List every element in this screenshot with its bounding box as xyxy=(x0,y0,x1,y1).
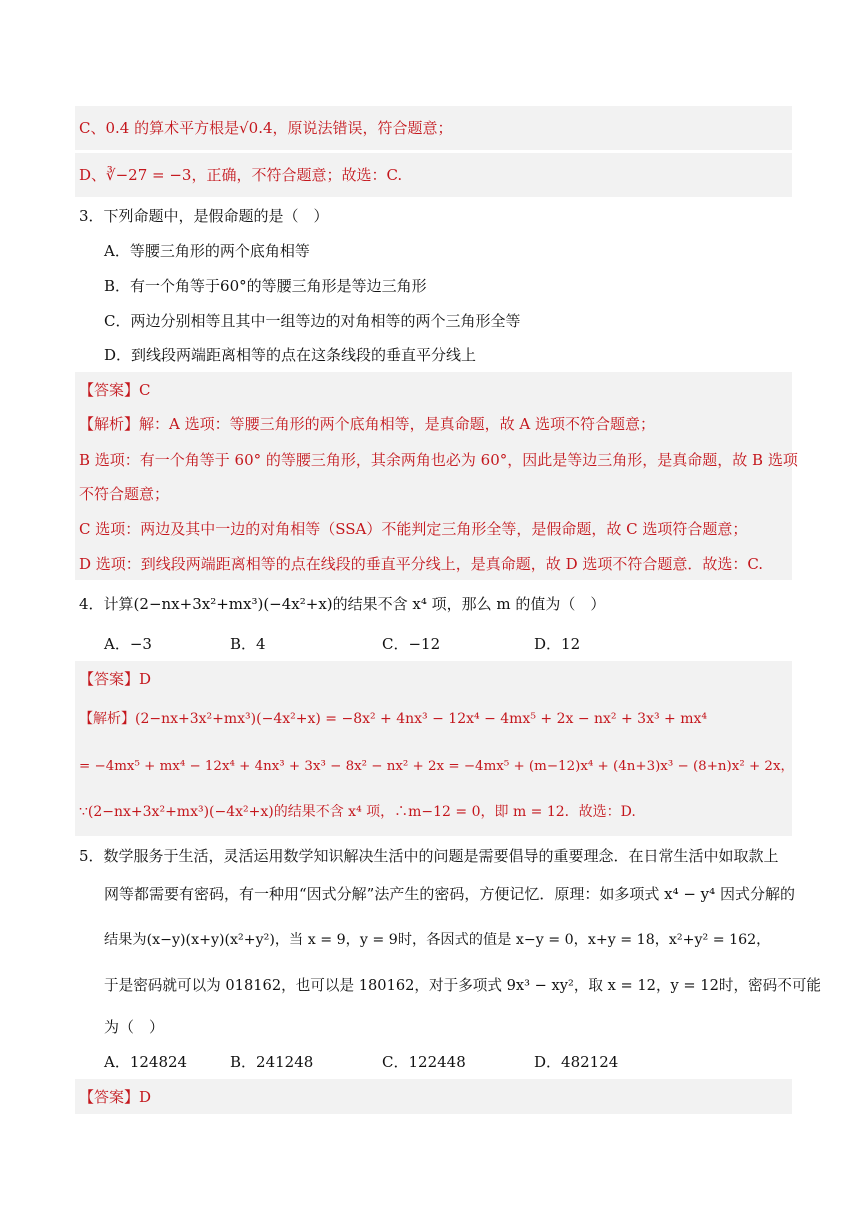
question-5-option-c: C．122448 xyxy=(382,1053,466,1071)
question-5-option-b: B．241248 xyxy=(230,1053,314,1071)
question-5-stem-line: 于是密码就可以为 018162，也可以是 180162，对于多项式 9x³ − xy²，取 x = 12，y = 12时，密码不可能 xyxy=(104,977,822,994)
question-4-analysis-line: ∵(2−nx+3x²+mx³)(−4x²+x)的结果不含 x⁴ 项，∴m−12 = 0，即 m = 12．故选：D. xyxy=(79,804,636,820)
question-5-stem-line: 结果为(x−y)(x+y)(x²+y²)，当 x = 9，y = 9时，各因式的值是 x−y = 0，x+y = 18，x²+y² = 162， xyxy=(104,932,771,948)
question-5-stem-line: 5．数学服务于生活，灵活运用数学知识解决生活中的问题是需要倡导的重要理念．在日常生活中如取款上 xyxy=(79,847,779,865)
question-5-answer: 【答案】D xyxy=(79,1088,152,1106)
question-3-analysis-line: C 选项：两边及其中一边的对角相等（SSA）不能判定三角形全等，是假命题，故 C 选项符合题意； xyxy=(79,520,748,538)
question-4-answer: 【答案】D xyxy=(79,670,152,688)
question-5-option-a: A．124824 xyxy=(104,1053,188,1071)
answer-block xyxy=(75,1079,792,1114)
question-4-stem: 4．计算(2−nx+3x²+mx³)(−4x²+x)的结果不含 x⁴ 项，那么 m 的值为（ ） xyxy=(79,595,606,613)
question-5-stem-line: 为（ ） xyxy=(104,1018,165,1036)
question-3-option-c: C．两边分别相等且其中一组等边的对角相等的两个三角形全等 xyxy=(104,312,521,330)
question-4-option-c: C．−12 xyxy=(382,635,441,653)
question-3-option-d: D．到线段两端距离相等的点在这条线段的垂直平分线上 xyxy=(104,346,477,364)
question-4-option-b: B．4 xyxy=(230,635,266,653)
question-3-analysis-line: D 选项：到线段两端距离相等的点在线段的垂直平分线上，是真命题，故 D 选项不符合题意．故选：C. xyxy=(79,555,764,573)
question-3-answer: 【答案】C xyxy=(79,381,151,399)
question-4-analysis-line: = −4mx⁵ + mx⁴ − 12x⁴ + 4nx³ + 3x³ − 8x² − nx² + 2x = −4mx⁵ + (m−12)x⁴ + (4n+3)x³ − (8+n)x² + 2x， xyxy=(79,759,794,774)
question-4-option-a: A．−3 xyxy=(104,635,152,653)
question-4-analysis-line: 【解析】(2−nx+3x²+mx³)(−4x²+x) = −8x² + 4nx³ − 12x⁴ − 4mx⁵ + 2x − nx² + 3x³ + mx⁴ xyxy=(79,711,707,727)
question-3-stem: 3．下列命题中，是假命题的是（ ） xyxy=(79,207,329,225)
question-3-option-a: A．等腰三角形的两个底角相等 xyxy=(104,242,310,260)
question-3-option-b: B．有一个角等于60°的等腰三角形是等边三角形 xyxy=(104,277,427,295)
question-3-analysis-line: B 选项：有一个角等于 60° 的等腰三角形，其余两角也必为 60°，因此是等边三角形，是真命题，故 B 选项 xyxy=(79,451,798,469)
question-3-analysis-line: 【解析】解：A 选项：等腰三角形的两个底角相等，是真命题，故 A 选项不符合题意； xyxy=(79,415,655,433)
question-5-option-d: D．482124 xyxy=(534,1053,619,1071)
option-d-analysis: D、∛−27 = −3，正确，不符合题意；故选：C. xyxy=(79,166,403,184)
answer-block xyxy=(75,372,792,580)
question-4-option-d: D．12 xyxy=(534,635,581,653)
option-c-analysis: C、0.4 的算术平方根是√0.4，原说法错误，符合题意； xyxy=(79,119,453,137)
question-5-stem-line: 网等都需要有密码，有一种用“因式分解”法产生的密码，方便记忆．原理：如多项式 x⁴ − y⁴ 因式分解的 xyxy=(104,885,795,903)
question-3-analysis-line: 不符合题意； xyxy=(79,485,170,503)
